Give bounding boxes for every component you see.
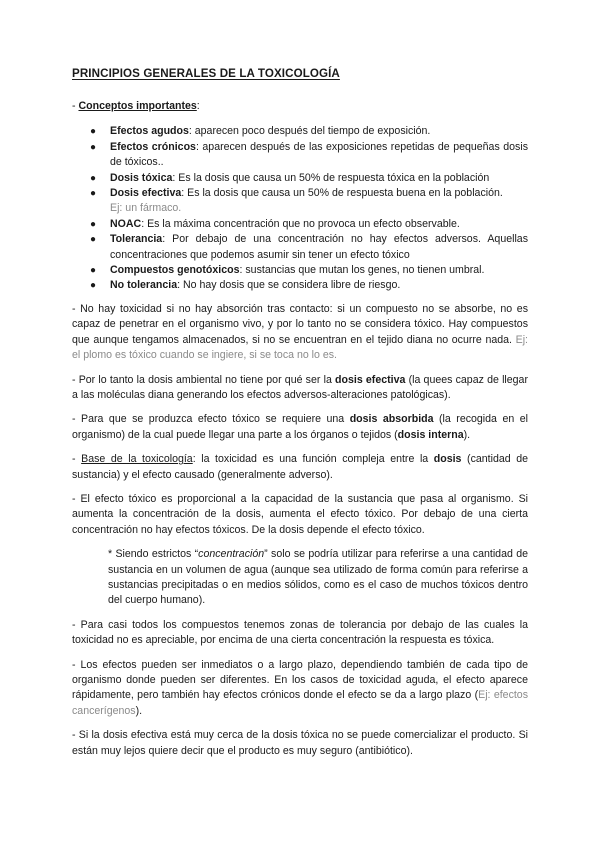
concept-item (90, 186, 528, 217)
concept-definition: : sustancias que mutan los genes, no tienen umbral. (239, 264, 485, 277)
concept-definition: : aparecen poco después del tiempo de exposición. (188, 125, 431, 138)
concept-term: Dosis efectiva (110, 187, 182, 200)
concept-term: Tolerancia (110, 233, 163, 246)
absorbed-dose-text-mid: (la recogida en el organismo) de la cual puede llegar una parte a los órganos o tejidos ( (72, 413, 528, 441)
ambient-dose-text: - Por lo tanto la dosis ambiental no tiene por qué ser la (72, 373, 336, 386)
concept-item (90, 217, 528, 232)
ambient-dose-text-end: (la quees capaz de llegar a las moléculas diana generando los efectos adversos-alteraciones patológicas). (72, 373, 528, 401)
concept-term: Dosis tóxica (110, 171, 173, 184)
concept-term: Efectos agudos (110, 125, 189, 138)
concept-item (90, 278, 528, 293)
section-heading (72, 99, 528, 114)
basis-text: : la toxicidad es una función compleja entre la (192, 453, 434, 466)
document-page (72, 66, 528, 768)
paragraph-toxicology-basis (72, 452, 528, 483)
note-italic-term: concentración (198, 548, 265, 561)
concept-term: Efectos crónicos (110, 140, 196, 153)
bullet-icon: ● (90, 234, 97, 246)
concept-definition: : No hay dosis que se considera libre de riesgo. (177, 279, 401, 292)
concept-item (90, 171, 528, 186)
concept-definition: : Por debajo de una concentración no hay efectos adversos. Aquellas concentraciones que podemos asumir sin tener un efecto tóxico (110, 233, 528, 261)
paragraph-proportional-effect: - El efecto tóxico es proporcional a la capacidad de la sustancia que pasa al organismo. Si aumenta la concentración de la dosis, aumenta el efecto tóxico. Por debajo de una cierta concentración no hay efectos tóxicos. De la dosis depende el efecto tóxico. (72, 492, 528, 536)
concept-term: Compuestos genotóxicos (110, 264, 240, 277)
concepts-list (72, 124, 528, 293)
concept-example: Ej: un fármaco. (110, 202, 182, 215)
paragraph-safety-margin: - Si la dosis efectiva está muy cerca de la dosis tóxica no se puede comercializar el producto. Si están muy lejos quiere decir que el producto es muy seguro (antibiótico). (72, 729, 528, 757)
effect-timing-example: Ej: efectos cancerígenos (72, 689, 528, 717)
section-prefix: - (72, 100, 79, 112)
absorbed-dose-text-end: ). (463, 428, 471, 441)
internal-dose-term: dosis interna (397, 428, 464, 441)
bullet-icon: ● (90, 126, 97, 138)
absorbed-dose-term: dosis absorbida (349, 413, 434, 426)
absorption-example: Ej: el plomo es tóxico cuando se ingiere, si se toca no lo es. (72, 333, 528, 362)
bullet-icon: ● (90, 218, 97, 230)
concept-item (90, 124, 528, 139)
effect-timing-end: ). (135, 704, 143, 717)
absorbed-dose-text: - Para que se produzca efecto tóxico se requiere una (72, 413, 350, 426)
paragraph-absorbed-dose (72, 412, 528, 443)
bullet-icon: ● (90, 265, 97, 277)
effective-dose-term: dosis efectiva (335, 373, 406, 386)
bullet-icon: ● (90, 172, 97, 184)
basis-text-end: (cantidad de sustancia) y el efecto causado (generalmente adverso). (72, 453, 528, 481)
concept-item (90, 263, 528, 278)
concept-definition: : aparecen después de las exposiciones repetidas de pequeñas dosis de tóxicos.. (110, 140, 528, 169)
concept-item (90, 140, 528, 171)
absorption-text: - No hay toxicidad si no hay absorción tras contacto: si un compuesto no se absorbe, no es capaz de penetrar en el organismo vivo, y por lo tanto no se considera tóxico. Hay compuestos que aunque tengamos almacenados, si no se encuentran en el tejido diana no ocurre nada. (72, 302, 528, 346)
concept-definition: : Es la máxima concentración que no provoca un efecto observable. (141, 217, 460, 230)
note-text-end: ” solo se podría utilizar para referirse a una cantidad de sustancia en un volumen de agua (aunque sea utilizado de forma común para referirse a sustancias precipitadas o en medios sólidos, como es el caso de muchos tóxicos dentro del cuerpo humano). (108, 548, 528, 607)
bullet-icon: ● (90, 280, 97, 292)
concentration-note (108, 547, 528, 609)
basis-prefix: - (72, 453, 82, 466)
paragraph-tolerance-zones: - Para casi todos los compuestos tenemos zonas de tolerancia por debajo de las cuales la toxicidad no es apreciable, por encima de una cierta concentración la respuesta es tóxica. (72, 618, 528, 647)
effect-timing-text: - Los efectos pueden ser inmediatos o a largo plazo, dependiendo también de cada tipo de organismo donde pueden ser diferentes. En los casos de toxicidad aguda, el efecto aparece rápidamente, pero también hay efectos crónicos donde el efecto se da a largo plazo ( (72, 658, 528, 702)
paragraph-absorption (72, 302, 528, 364)
concept-definition: : Es la dosis que causa un 50% de respuesta tóxica en la población (172, 171, 490, 184)
concept-definition: : Es la dosis que causa un 50% de respuesta buena en la población. (181, 187, 503, 200)
section-suffix: : (196, 100, 200, 112)
dose-term: dosis (433, 453, 462, 466)
concept-term: No tolerancia (110, 279, 178, 292)
bullet-icon: ● (90, 141, 97, 153)
page-title: PRINCIPIOS GENERALES DE LA TOXICOLOGÍA (72, 67, 340, 80)
concept-item (90, 232, 528, 263)
paragraph-effect-timing (72, 658, 528, 720)
bullet-icon: ● (90, 188, 97, 200)
basis-term: Base de la toxicología (81, 453, 193, 466)
note-text: * Siendo estrictos “ (108, 548, 199, 561)
concept-term: NOAC (110, 217, 142, 230)
section-label: Conceptos importantes (78, 100, 197, 112)
paragraph-ambient-dose (72, 373, 528, 404)
